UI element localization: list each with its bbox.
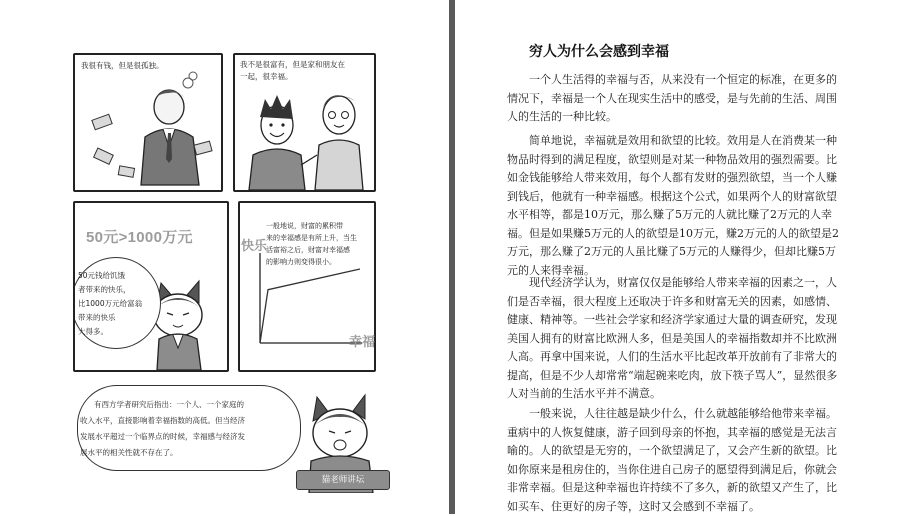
article-title: 穷人为什么会感到幸福 (529, 44, 669, 60)
panel2-caption-line-2: 一起，很幸福。 (240, 72, 293, 81)
panel3-speech-line-2: 者带来的快乐， (78, 285, 131, 294)
panel5-text-line-4: 展水平的相关性就不存在了。 (80, 448, 178, 457)
article-paragraph-2: 简单地说，幸福就是效用和欲望的比较。效用是人在消费某一种物品时得到的满足程度，欲望则是对某一种物品效用的强烈需要。比如金钱能够给人带来效用，每个人都有发财的强烈欲望，当一个人赚到钱后，他就有一种幸福感。根据这个公式，如果两个人的财富欲望水平相等，都是10万元，那么赚了5万元的人就比赚了2万元的人幸福。但是如果赚5万元的人的欲望是10万元，赚2万元的人的欲望是2万元，那么赚了2万元的人虽比赚了5万元的人赚得少，但却比赚5万元的人来得幸福。 (507, 134, 839, 277)
panel4-caption-line-4: 的影响力则变得很小。 (266, 258, 336, 266)
panel4-caption-line-1: 一般地说，财富的累积带 (266, 222, 343, 230)
panel4-caption-line-3: 活富裕之后，财富对幸福感 (266, 246, 350, 254)
teacher-forum-badge: 猫老师讲坛 (296, 470, 390, 490)
panel3-speech-line-1: 50元钱给饥饿 (78, 271, 126, 280)
panel2-caption-line-1: 我不是很富有，但是家和朋友在 (240, 60, 345, 69)
rich-man-illustration (75, 55, 221, 190)
article-paragraph-1: 一个人生活得的幸福与否，从来没有一个恒定的标准，在更多的情况下，幸福是一个人在现实生活中的感受，是与先前的生活、周围人的生活的一种比较。 (507, 73, 837, 123)
panel1-caption: 我很有钱，但是很孤独。 (81, 61, 164, 70)
happiness-curve-line (260, 269, 360, 343)
panel5-text-line-1: 有西方学者研究后指出：一个人、一个家庭的 (94, 400, 244, 409)
curve-y-label: 快乐 (241, 238, 268, 253)
panel5-text-line-3: 发展水平超过一个临界点的时候，幸福感与经济发 (80, 432, 245, 441)
panel3-speech-line-4: 带来的快乐 (78, 313, 116, 322)
comic-panel-friends (233, 53, 376, 192)
friends-illustration (235, 55, 374, 190)
comic-panel-rich-man (73, 53, 223, 192)
panel3-speech-line-3: 比1000万元给富翁 (78, 299, 143, 308)
left-page-comics (0, 0, 449, 514)
panel3-headline: 50元>1000万元 (86, 229, 193, 246)
panel5-text-line-2: 收入水平，直接影响着幸福指数的高低。但当经济 (80, 416, 245, 425)
article-paragraph-3: 现代经济学认为，财富仅仅是能够给人带来幸福的因素之一，人们是否幸福，很大程度上还取决于许多和财富无关的因素，如感情、健康、精神等。一些社会学家和经济学家通过大量的调查研究，发现美国人拥有的财富比欧洲人多，但是美国人的幸福指数却并不比欧洲人高。再拿中国来说，人们的生活水平比起改革开放前有了非常大的提高，但是不少人却常常“端起碗来吃肉，放下筷子骂人”，显然很多人对当前的生活水平并不满意。 (507, 276, 838, 400)
panel3-speech-line-5: 大得多。 (78, 327, 108, 336)
article-paragraph-4: 一般来说，人往往越是缺少什么，什么就越能够给他带来幸福。重病中的人恢复健康，游子回到母亲的怀抱，其幸福的感觉是无法言喻的。人的欲望是无穷的，一个欲望满足了，又会产生新的欲望。比如你原来是租房住的，当你住进自己房子的愿望得到满足后，你就会非常幸福。但是这种幸福也许持续不了多久，新的欲望又产生了，比如买车、住更好的房子等，这时又会感到不幸福了。 (507, 407, 837, 513)
panel4-caption-line-2: 来的幸福感是有所上升，当生 (266, 234, 357, 242)
curve-x-label: 幸福 (349, 334, 376, 349)
